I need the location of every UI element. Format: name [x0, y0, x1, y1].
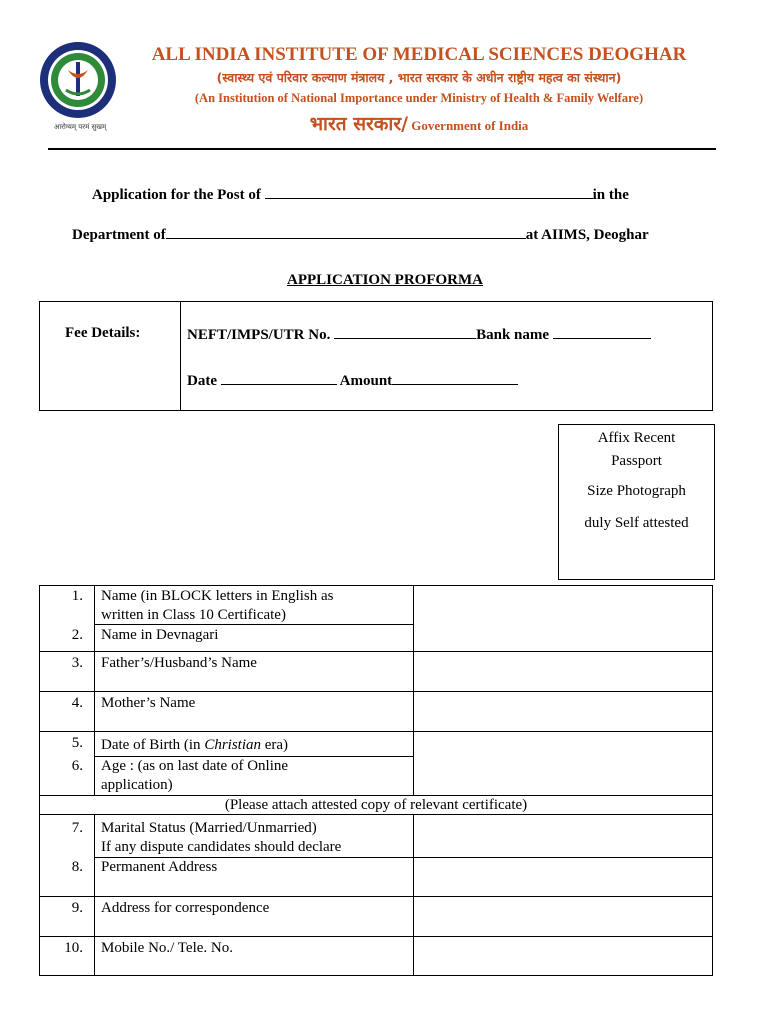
- logo-caption: आरोग्यम् परमं सुखम्: [54, 123, 107, 131]
- department-blank[interactable]: [166, 225, 526, 239]
- correspondence-address-input[interactable]: [414, 897, 712, 935]
- gov-english: Government of India: [408, 118, 529, 133]
- row-number: 1.: [71, 588, 83, 604]
- row-number: 6.: [71, 758, 83, 774]
- fee-neft-line: NEFT/IMPS/UTR No. Bank name: [187, 325, 651, 344]
- fee-details-box: [39, 301, 713, 411]
- english-subtitle: (An Institution of National Importance under Ministry of Health & Family Welfare): [194, 91, 644, 105]
- row-number: 9.: [71, 900, 83, 916]
- fee-date-line: Date Amount: [187, 371, 518, 390]
- row-label-mother-name: Mother’s Name: [101, 695, 196, 711]
- fee-divider: [180, 301, 181, 411]
- government-line: [124, 110, 714, 136]
- post-blank[interactable]: [265, 185, 593, 199]
- row-label-date-of-birth: Date of Birth (in Christian era): [101, 737, 289, 753]
- photo-text-1: Affix Recent: [597, 430, 676, 446]
- table-vline-num: [94, 585, 95, 795]
- photo-text-4: duly Self attested: [584, 515, 689, 531]
- institute-name: ALL INDIA INSTITUTE OF MEDICAL SCIENCES DEOGHAR: [151, 44, 687, 65]
- row-label-name-english: Name (in BLOCK letters in English as written in Class 10 Certificate): [101, 588, 334, 623]
- marital-status-input[interactable]: [414, 815, 712, 856]
- department-suffix: at AIIMS, Deoghar: [525, 227, 649, 243]
- row-number: 5.: [71, 735, 83, 751]
- row-label-father-name: Father’s/Husband’s Name: [101, 655, 257, 671]
- row-number: 10.: [64, 940, 83, 956]
- amount-blank[interactable]: [392, 371, 518, 385]
- post-suffix: in the: [592, 187, 629, 203]
- row-label-correspondence-address: Address for correspondence: [101, 900, 270, 916]
- photo-text-3: Size Photograph: [587, 483, 686, 499]
- post-label: Application for the Post of: [92, 187, 265, 203]
- row-number: 2.: [71, 627, 83, 643]
- mother-name-input[interactable]: [414, 692, 712, 730]
- aiims-logo: [38, 40, 118, 120]
- header-rule: [48, 148, 716, 150]
- fee-label: Fee Details:: [65, 325, 141, 341]
- proforma-title: APPLICATION PROFORMA: [287, 272, 483, 288]
- date-blank[interactable]: [221, 371, 337, 385]
- photo-box[interactable]: [558, 424, 715, 580]
- department-label: Department of: [72, 227, 166, 243]
- mobile-input[interactable]: [414, 937, 712, 975]
- department-line: [72, 225, 649, 244]
- table-vline-num-2: [94, 814, 95, 976]
- photo-text-2: Passport: [611, 453, 662, 469]
- bank-blank[interactable]: [553, 325, 651, 339]
- certificate-note: (Please attach attested copy of relevant certificate): [224, 797, 528, 813]
- row-label-permanent-address: Permanent Address: [101, 859, 218, 875]
- post-line: [92, 185, 629, 204]
- row-number: 4.: [71, 695, 83, 711]
- row-label-age: Age : (as on last date of Online application): [101, 758, 289, 793]
- permanent-address-input[interactable]: [414, 858, 712, 895]
- father-name-input[interactable]: [414, 652, 712, 690]
- gov-hindi: भारत सरकार/: [309, 113, 409, 135]
- name-english-input[interactable]: [414, 586, 712, 650]
- row-number: 8.: [71, 859, 83, 875]
- hindi-subtitle: (स्वास्थ्य एवं परिवार कल्याण मंत्रालय , भारत सरकार के अधीन राष्ट्रीय महत्व का संस्थान): [216, 70, 622, 85]
- row-number: 7.: [71, 820, 83, 836]
- row-label-marital-status: Marital Status (Married/Unmarried) If any dispute candidates should declare: [101, 820, 342, 855]
- dob-age-input[interactable]: [414, 732, 712, 794]
- row-label-mobile: Mobile No./ Tele. No.: [101, 940, 233, 956]
- row-number: 3.: [71, 655, 83, 671]
- neft-blank[interactable]: [334, 325, 476, 339]
- row-label-name-devnagari: Name in Devnagari: [101, 627, 219, 643]
